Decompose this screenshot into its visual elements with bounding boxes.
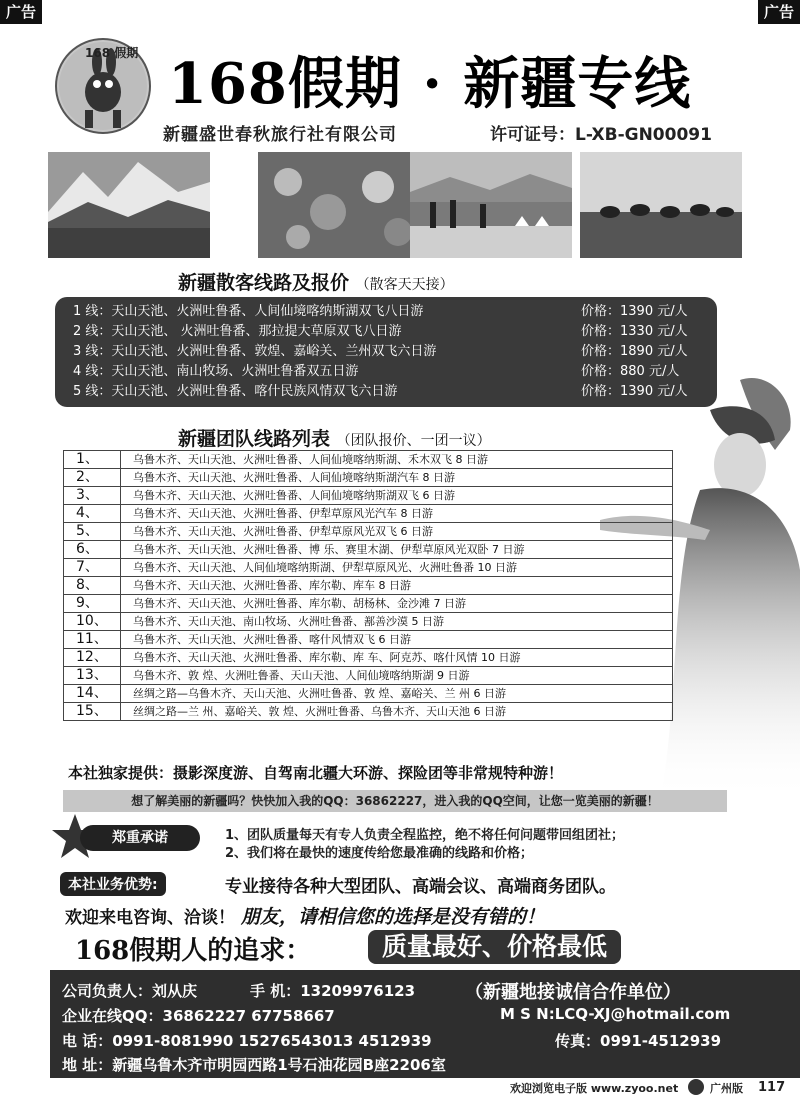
individual-routes-note: （散客天天接） bbox=[355, 277, 454, 293]
row-description: 乌鲁木齐、敦 煌、火洲吐鲁番、天山天池、人间仙境喀纳斯湖 9 日游 bbox=[121, 667, 673, 685]
table-row bbox=[64, 613, 673, 631]
row-description: 乌鲁木齐、天山天池、火洲吐鲁番、伊犁草原风光汽车 8 日游 bbox=[121, 505, 673, 523]
row-description: 乌鲁木齐、天山天池、火洲吐鲁番、人间仙境喀纳斯湖双飞 6 日游 bbox=[121, 487, 673, 505]
team-routes-table bbox=[63, 450, 673, 721]
license-number: 许可证号：L-XB-GN00091 bbox=[490, 125, 712, 145]
route-label: 4 线：天山天池、南山牧场、火洲吐鲁番双五日游 bbox=[73, 364, 359, 379]
row-number: 15、 bbox=[64, 703, 121, 721]
row-description: 乌鲁木齐、天山天池、火洲吐鲁番、伊犁草原风光双飞 6 日游 bbox=[121, 523, 673, 541]
welcome-slogan: 朋友，请相信您的选择是没有错的！ bbox=[240, 906, 545, 928]
row-description: 乌鲁木齐、天山天池、火洲吐鲁番、喀什风情双飞 6 日游 bbox=[121, 631, 673, 649]
table-row bbox=[64, 487, 673, 505]
photo-grassland-camp bbox=[410, 152, 572, 258]
company-name: 新疆盛世春秋旅行社有限公司 bbox=[163, 125, 397, 145]
promise-label: 郑重承诺 bbox=[80, 825, 200, 851]
route-price: 价格：1390 元/人 bbox=[581, 304, 688, 319]
photo-camel-caravan bbox=[580, 152, 742, 258]
photo-mountain-lake bbox=[48, 152, 210, 258]
table-row bbox=[64, 649, 673, 667]
advantage-text: 专业接待各种大型团队、高端会议、高端商务团队。 bbox=[225, 877, 616, 897]
site-url[interactable]: 欢迎浏览电子版 www.zyoo.net bbox=[510, 1082, 679, 1095]
team-routes-title: 新疆团队线路列表 bbox=[178, 428, 331, 450]
address-text: 新疆乌鲁木齐市明园西路1号石油花园B座2206室 bbox=[112, 1056, 446, 1074]
row-number: 13、 bbox=[64, 667, 121, 685]
msn-label: M S N: bbox=[500, 1005, 555, 1023]
manager-label: 公司负责人： bbox=[62, 982, 153, 1000]
table-row bbox=[64, 595, 673, 613]
row-description: 乌鲁木齐、天山天池、火洲吐鲁番、人间仙境喀纳斯湖汽车 8 日游 bbox=[121, 469, 673, 487]
row-number: 14、 bbox=[64, 685, 121, 703]
row-description: 乌鲁木齐、天山天池、南山牧场、火洲吐鲁番、鄯善沙漠 5 日游 bbox=[121, 613, 673, 631]
qq-banner: 想了解美丽的新疆吗？快快加入我的QQ：36862227，进入我的QQ空间，让您一览美丽的新疆！ bbox=[63, 790, 727, 812]
msn-line bbox=[500, 1005, 730, 1023]
ad-label-right: 广告 bbox=[758, 0, 800, 24]
mobile-line bbox=[250, 980, 415, 1001]
route-price: 价格：1390 元/人 bbox=[581, 384, 688, 399]
table-row bbox=[64, 469, 673, 487]
page-number: 117 bbox=[758, 1080, 786, 1095]
advantage-label: 本社业务优势: bbox=[60, 872, 166, 896]
table-row bbox=[64, 631, 673, 649]
route-row bbox=[73, 343, 713, 361]
qq-numbers[interactable]: 36862227 67758667 bbox=[162, 1007, 335, 1025]
edition-label: 广州版 bbox=[710, 1082, 743, 1095]
route-label: 2 线：天山天池、 火洲吐鲁番、那拉提大草原双飞八日游 bbox=[73, 324, 402, 339]
address-label: 地 址： bbox=[62, 1056, 113, 1074]
row-number: 2、 bbox=[64, 469, 121, 487]
phone-numbers[interactable]: 0991-8081990 15276543013 4512939 bbox=[112, 1032, 432, 1050]
row-description: 丝绸之路—乌鲁木齐、天山天池、火洲吐鲁番、敦 煌、嘉峪关、兰 州 6 日游 bbox=[121, 685, 673, 703]
row-number: 10、 bbox=[64, 613, 121, 631]
row-description: 乌鲁木齐、天山天池、火洲吐鲁番、博 乐、赛里木湖、伊犁草原风光双卧 7 日游 bbox=[121, 541, 673, 559]
promise-item: 1、团队质量每天有专人负责全程监控，绝不将任何问题带回组团社； bbox=[225, 828, 625, 843]
table-row bbox=[64, 541, 673, 559]
row-number: 12、 bbox=[64, 649, 121, 667]
table-row bbox=[64, 523, 673, 541]
team-routes-heading bbox=[178, 424, 491, 451]
table-row bbox=[64, 559, 673, 577]
row-number: 4、 bbox=[64, 505, 121, 523]
row-description: 丝绸之路—兰 州、嘉峪关、敦 煌、火洲吐鲁番、乌鲁木齐、天山天池 6 日游 bbox=[121, 703, 673, 721]
mobile-number[interactable]: 13209976123 bbox=[300, 982, 416, 1000]
route-price: 价格：1890 元/人 bbox=[581, 344, 688, 359]
route-label: 1 线：天山天池、火洲吐鲁番、人间仙境喀纳斯湖双飞八日游 bbox=[73, 304, 424, 319]
manager-name: 刘从庆 bbox=[152, 982, 198, 1000]
exclusive-offer: 本社独家提供：摄影深度游、自驾南北疆大环游、探险团等非常规特种游！ bbox=[68, 764, 564, 782]
pursuit-label: 168假期人的追求： bbox=[75, 936, 312, 966]
row-description: 乌鲁木齐、天山天池、火洲吐鲁番、库尔勒、库车 8 日游 bbox=[121, 577, 673, 595]
row-number: 7、 bbox=[64, 559, 121, 577]
row-number: 6、 bbox=[64, 541, 121, 559]
row-description: 乌鲁木齐、天山天池、人间仙境喀纳斯湖、伊犁草原风光、火洲吐鲁番 10 日游 bbox=[121, 559, 673, 577]
qq-label: 企业在线QQ： bbox=[62, 1007, 163, 1025]
pursuit-highlight: 质量最好、价格最低 bbox=[368, 930, 621, 964]
table-row bbox=[64, 685, 673, 703]
manager-line bbox=[62, 980, 197, 1001]
row-number: 8、 bbox=[64, 577, 121, 595]
table-row bbox=[64, 577, 673, 595]
route-price: 价格：880 元/人 bbox=[581, 364, 680, 379]
table-row bbox=[64, 451, 673, 469]
row-number: 3、 bbox=[64, 487, 121, 505]
contact-footer bbox=[50, 970, 800, 1078]
welcome-text: 欢迎来电咨询、洽谈！ bbox=[65, 908, 235, 928]
page-title: 168假期 · 新疆专线 bbox=[168, 51, 692, 117]
individual-routes-title: 新疆散客线路及报价 bbox=[178, 272, 350, 294]
partner-label: （新疆地接诚信合作单位） bbox=[465, 982, 681, 1003]
route-label: 3 线：天山天池、火洲吐鲁番、敦煌、嘉峪关、兰州双飞六日游 bbox=[73, 344, 437, 359]
route-price: 价格：1330 元/人 bbox=[581, 324, 688, 339]
phone-line bbox=[62, 1030, 432, 1051]
photo-flowers bbox=[258, 152, 420, 258]
table-row bbox=[64, 505, 673, 523]
row-number: 11、 bbox=[64, 631, 121, 649]
table-row bbox=[64, 703, 673, 721]
fax-line bbox=[555, 1030, 721, 1051]
route-row bbox=[73, 303, 713, 321]
row-description: 乌鲁木齐、天山天池、火洲吐鲁番、库尔勒、胡杨林、金沙滩 7 日游 bbox=[121, 595, 673, 613]
table-row bbox=[64, 667, 673, 685]
welcome-line bbox=[65, 902, 545, 929]
individual-routes-heading bbox=[178, 268, 454, 295]
row-number: 1、 bbox=[64, 451, 121, 469]
route-row bbox=[73, 323, 713, 341]
row-number: 9、 bbox=[64, 595, 121, 613]
team-routes-note: （团队报价、一团一议） bbox=[336, 433, 491, 449]
address-line bbox=[62, 1054, 446, 1075]
fax-number: 0991-4512939 bbox=[600, 1032, 722, 1050]
fax-label: 传真： bbox=[555, 1032, 601, 1050]
promise-item: 2、我们将在最快的速度传给您最准确的线路和价格； bbox=[225, 846, 534, 861]
row-description: 乌鲁木齐、天山天池、火洲吐鲁番、库尔勒、库 车、阿克苏、喀什风情 10 日游 bbox=[121, 649, 673, 667]
qq-line bbox=[62, 1005, 335, 1026]
badge-icon bbox=[688, 1079, 704, 1095]
ad-label-left: 广告 bbox=[0, 0, 42, 24]
row-number: 5、 bbox=[64, 523, 121, 541]
mobile-label: 手 机： bbox=[250, 982, 301, 1000]
row-description: 乌鲁木齐、天山天池、火洲吐鲁番、人间仙境喀纳斯湖、禾木双飞 8 日游 bbox=[121, 451, 673, 469]
route-label: 5 线：天山天池、火洲吐鲁番、喀什民族风情双飞六日游 bbox=[73, 384, 398, 399]
phone-label: 电 话： bbox=[62, 1032, 113, 1050]
logo-text: 168 假期 bbox=[85, 46, 139, 60]
msn-address[interactable]: LCQ-XJ@hotmail.com bbox=[554, 1005, 731, 1023]
